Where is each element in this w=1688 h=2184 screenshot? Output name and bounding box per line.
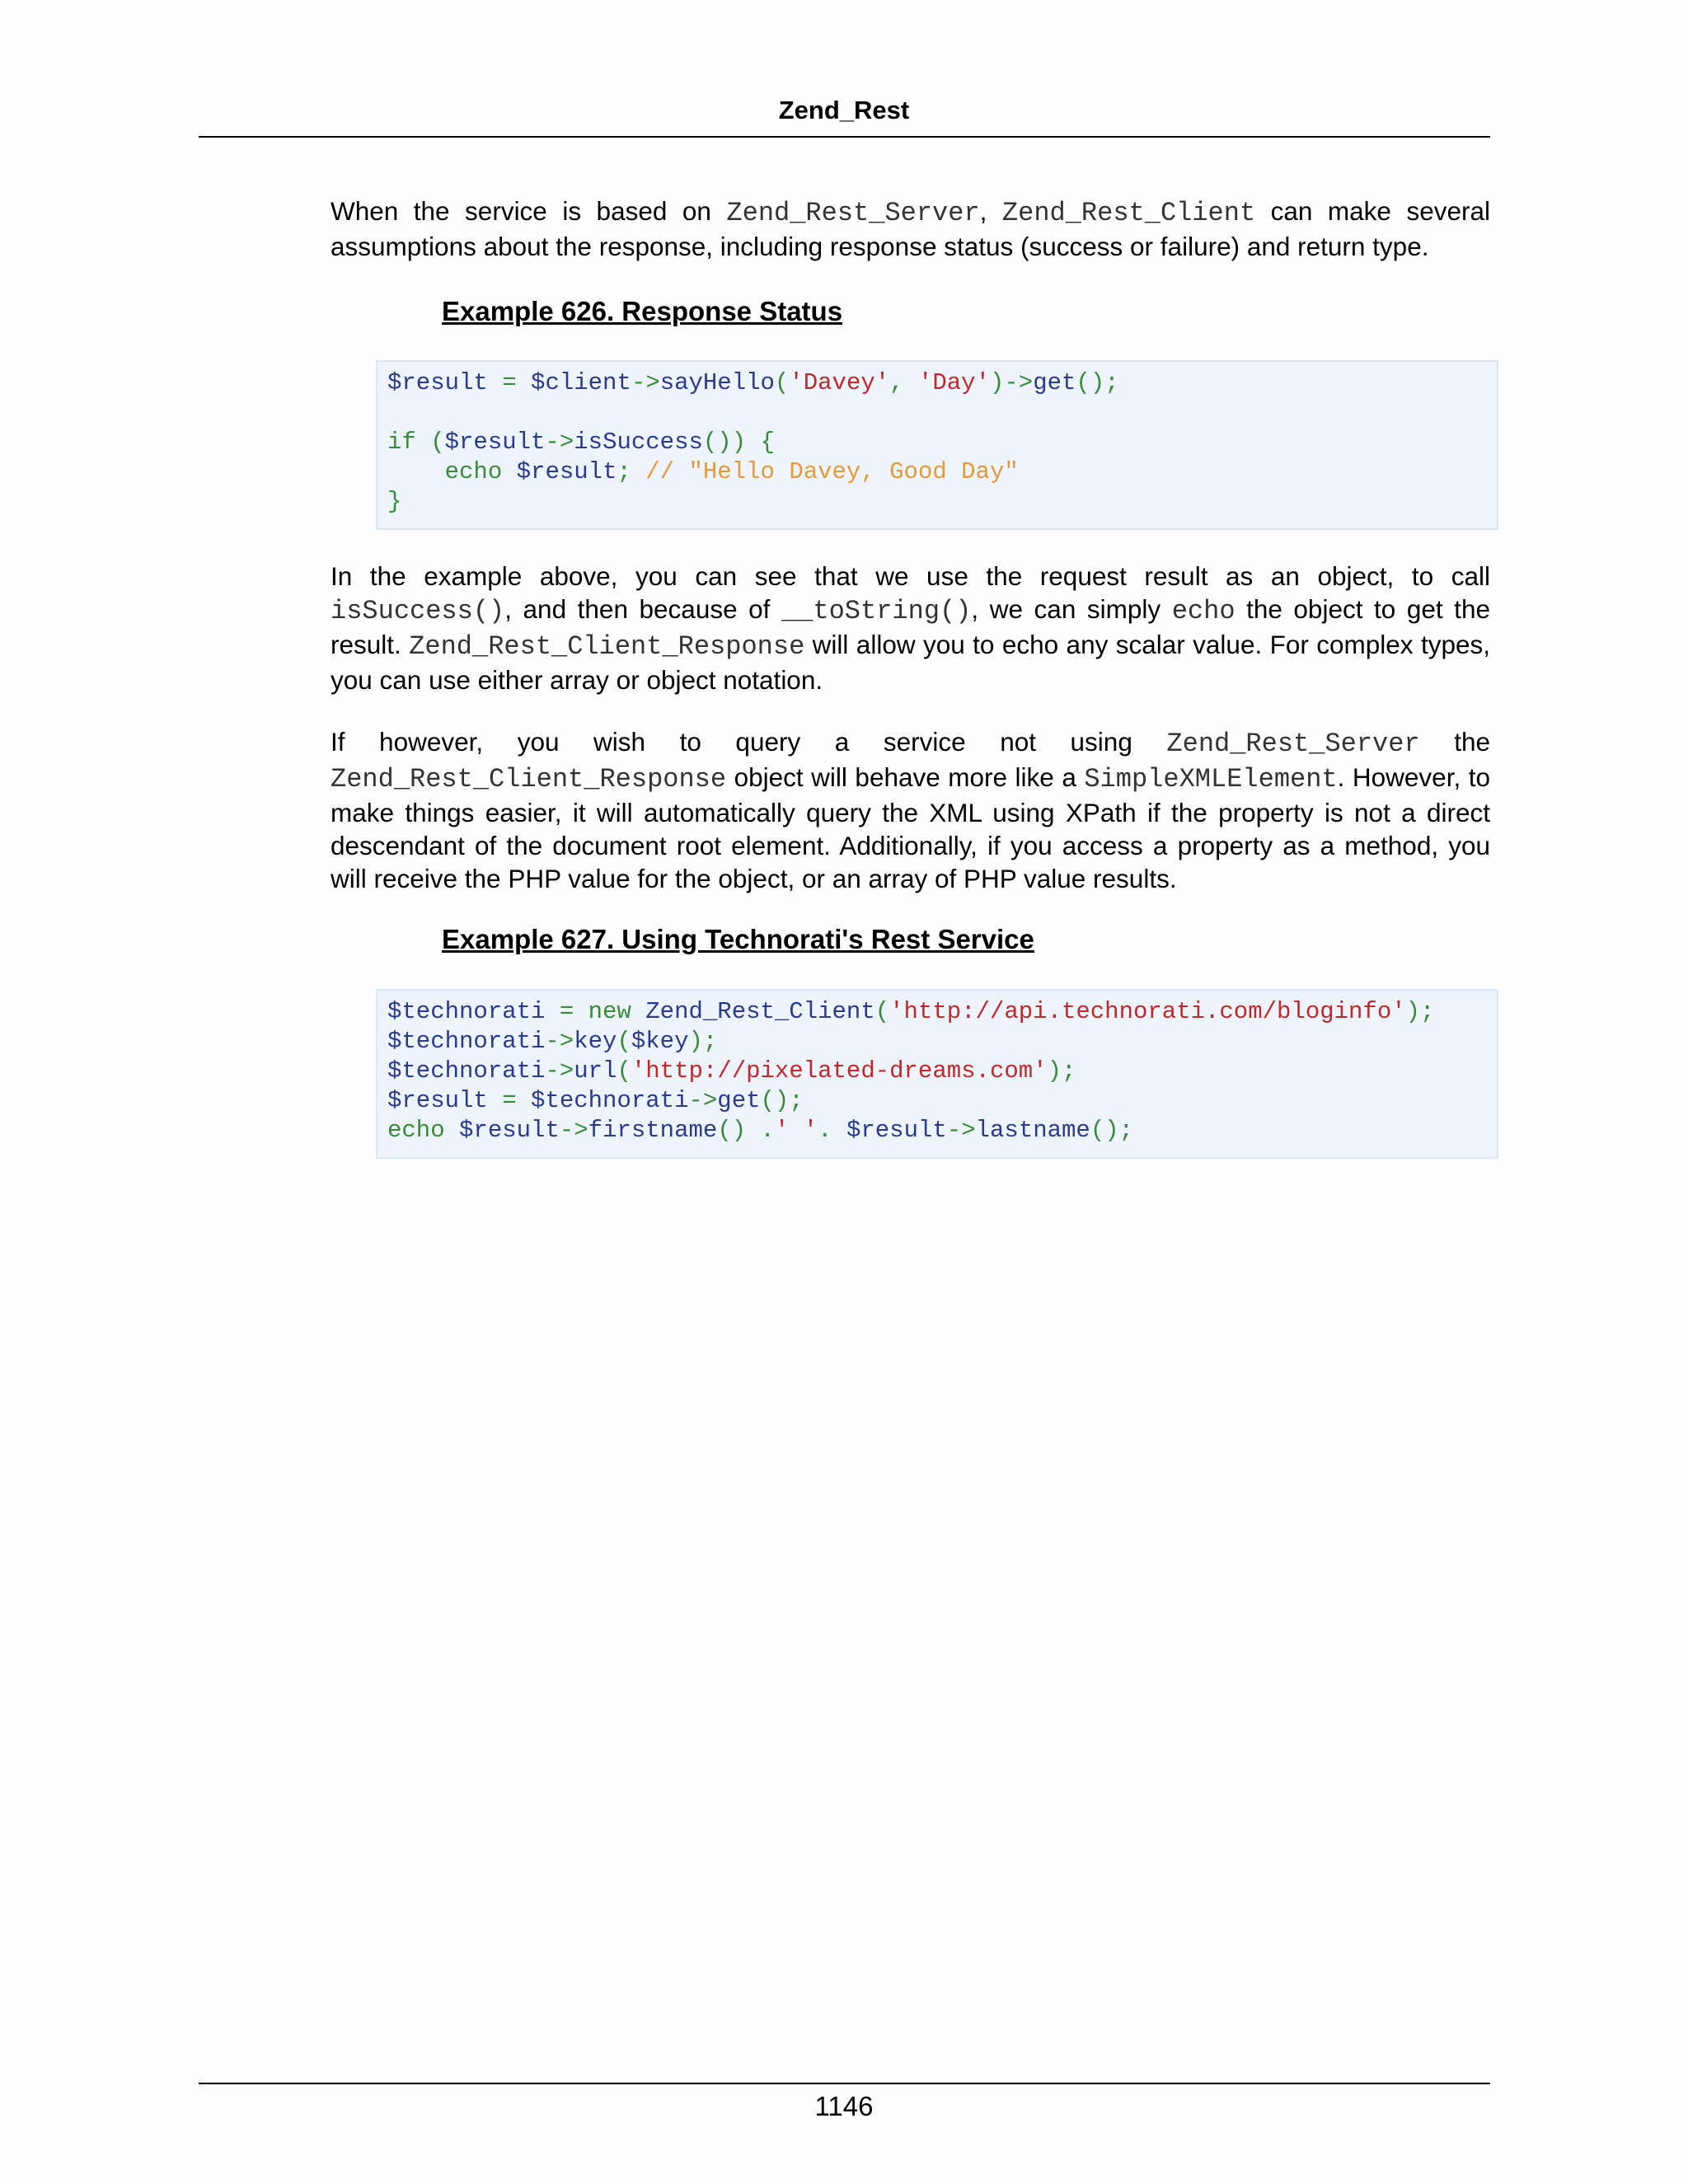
code-token: ; (617, 458, 631, 485)
code-token: sayHello (659, 369, 775, 396)
paragraph-text: When the service is based on (331, 196, 727, 226)
paragraph-text: the object to get the result. (331, 594, 1490, 659)
code-token: new (588, 998, 631, 1025)
code-token (631, 998, 645, 1025)
page-number: 1146 (814, 2091, 874, 2121)
code-line (387, 368, 1487, 398)
code-token: (); (1076, 369, 1119, 396)
code-token: (); (760, 1087, 804, 1114)
code-token: // "Hello Davey, Good Day" (631, 458, 1019, 485)
paragraph-non-rest-server (331, 725, 1490, 895)
code-token: ( (617, 1028, 631, 1055)
paragraph-text: , and then because of (504, 594, 781, 624)
code-token: 'http://api.technorati.com/bloginfo' (889, 998, 1406, 1025)
code-token (387, 458, 445, 485)
code-token: ( (415, 429, 445, 456)
code-token: ); (1405, 998, 1435, 1025)
code-token: $technorati (387, 1057, 546, 1085)
code-line (387, 1116, 1487, 1146)
inline-code: Zend_Rest_Client (1001, 198, 1256, 228)
code-token: (); (1090, 1117, 1134, 1144)
code-token: if (387, 429, 416, 456)
code-token: } (387, 488, 402, 515)
code-block-response-status (376, 360, 1498, 530)
code-token: , (889, 369, 918, 396)
code-line (387, 457, 1487, 487)
header-rule (199, 136, 1490, 138)
code-token: $key (631, 1028, 689, 1055)
code-token (445, 1117, 459, 1144)
code-token: -> (631, 369, 660, 396)
page-header-title: Zend_Rest (778, 96, 910, 124)
code-token: lastname (975, 1117, 1090, 1144)
code-token: = (487, 369, 532, 396)
code-token: )-> (989, 369, 1034, 396)
code-token: ( (774, 369, 790, 396)
code-token: () . (717, 1117, 775, 1144)
code-token: ); (1047, 1057, 1076, 1085)
paragraph-text: In the example above, you can see that we use the request result as an object, to call (331, 561, 1490, 591)
code-token: -> (545, 1028, 574, 1055)
code-token: -> (946, 1117, 976, 1144)
code-line (387, 1086, 1487, 1116)
code-line (387, 487, 1487, 517)
code-token: ); (688, 1028, 718, 1055)
code-token: $result (459, 1117, 560, 1144)
code-line (387, 398, 1487, 428)
code-token: = (487, 1087, 532, 1114)
paragraph-text: can make several assumptions about the response, including response status (success or failure) and return type. (331, 196, 1490, 261)
code-token: get (1033, 369, 1076, 396)
code-line (387, 1027, 1487, 1057)
code-token: $technorati (387, 1028, 546, 1055)
code-token: url (574, 1057, 617, 1085)
inline-code: echo (1171, 596, 1236, 626)
footer-rule (199, 2083, 1490, 2084)
code-token: = (545, 998, 588, 1025)
code-token: ( (874, 998, 890, 1025)
code-token: -> (688, 1087, 718, 1114)
code-token: -> (559, 1117, 588, 1144)
code-token: isSuccess (574, 429, 703, 456)
code-token: $result (444, 429, 546, 456)
inline-code: isSuccess() (331, 596, 505, 626)
code-token: $result (387, 369, 488, 396)
code-token: $technorati (531, 1087, 689, 1114)
paragraph-intro (331, 194, 1490, 263)
paragraph-text: the (1419, 727, 1491, 757)
code-token: ' ' (774, 1117, 818, 1144)
code-token: -> (545, 1057, 574, 1085)
code-token: 'Davey' (789, 369, 890, 396)
code-token: $client (531, 369, 631, 396)
inline-code: __toString() (781, 596, 972, 626)
code-token: . (818, 1117, 846, 1144)
paragraph-text: will allow you to echo any scalar value. For complex types, you can use either array or object notation. (331, 630, 1490, 695)
inline-code: SimpleXMLElement (1084, 764, 1338, 794)
paragraph-text: . However, to make things easier, it will automatically query the XML using XPath if the property is not a direct descendant of the document root element. Additionally, if you access a property as a method, you will receive the PHP value for the object, or an array of PHP value results. (331, 762, 1490, 893)
code-token: 'http://pixelated-dreams.com' (631, 1057, 1048, 1085)
code-token: get (717, 1087, 761, 1114)
code-token: ()) { (702, 429, 775, 456)
paragraph-example-explanation (331, 560, 1490, 696)
inline-code: Zend_Rest_Client_Response (409, 631, 805, 662)
code-token: echo (444, 458, 503, 485)
code-token: 'Day' (917, 369, 990, 396)
code-token: -> (545, 429, 574, 456)
code-token (502, 458, 516, 485)
code-token: echo (387, 1117, 445, 1144)
example-627-title: Example 627. Using Technorati's Rest Service (442, 924, 1034, 954)
example-626-title: Example 626. Response Status (442, 296, 843, 326)
code-token: firstname (588, 1117, 718, 1144)
code-token: $technorati (387, 998, 546, 1025)
inline-code: Zend_Rest_Client_Response (331, 764, 727, 794)
code-line (387, 428, 1487, 457)
inline-code: Zend_Rest_Server (726, 198, 980, 228)
code-block-technorati (376, 989, 1498, 1159)
code-token: key (574, 1028, 617, 1055)
code-token: Zend_Rest_Client (645, 998, 875, 1025)
code-token: $result (516, 458, 617, 485)
paragraph-text: , we can simply (971, 594, 1172, 624)
paragraph-text: , (979, 196, 1002, 226)
paragraph-text: If however, you wish to query a service not using (331, 727, 1167, 757)
code-token: $result (846, 1117, 947, 1144)
code-line (387, 1057, 1487, 1086)
inline-code: Zend_Rest_Server (1166, 729, 1420, 759)
code-line (387, 997, 1487, 1027)
code-token: ( (617, 1057, 631, 1085)
code-token: $result (387, 1087, 488, 1114)
paragraph-text: object will behave more like a (726, 762, 1085, 792)
